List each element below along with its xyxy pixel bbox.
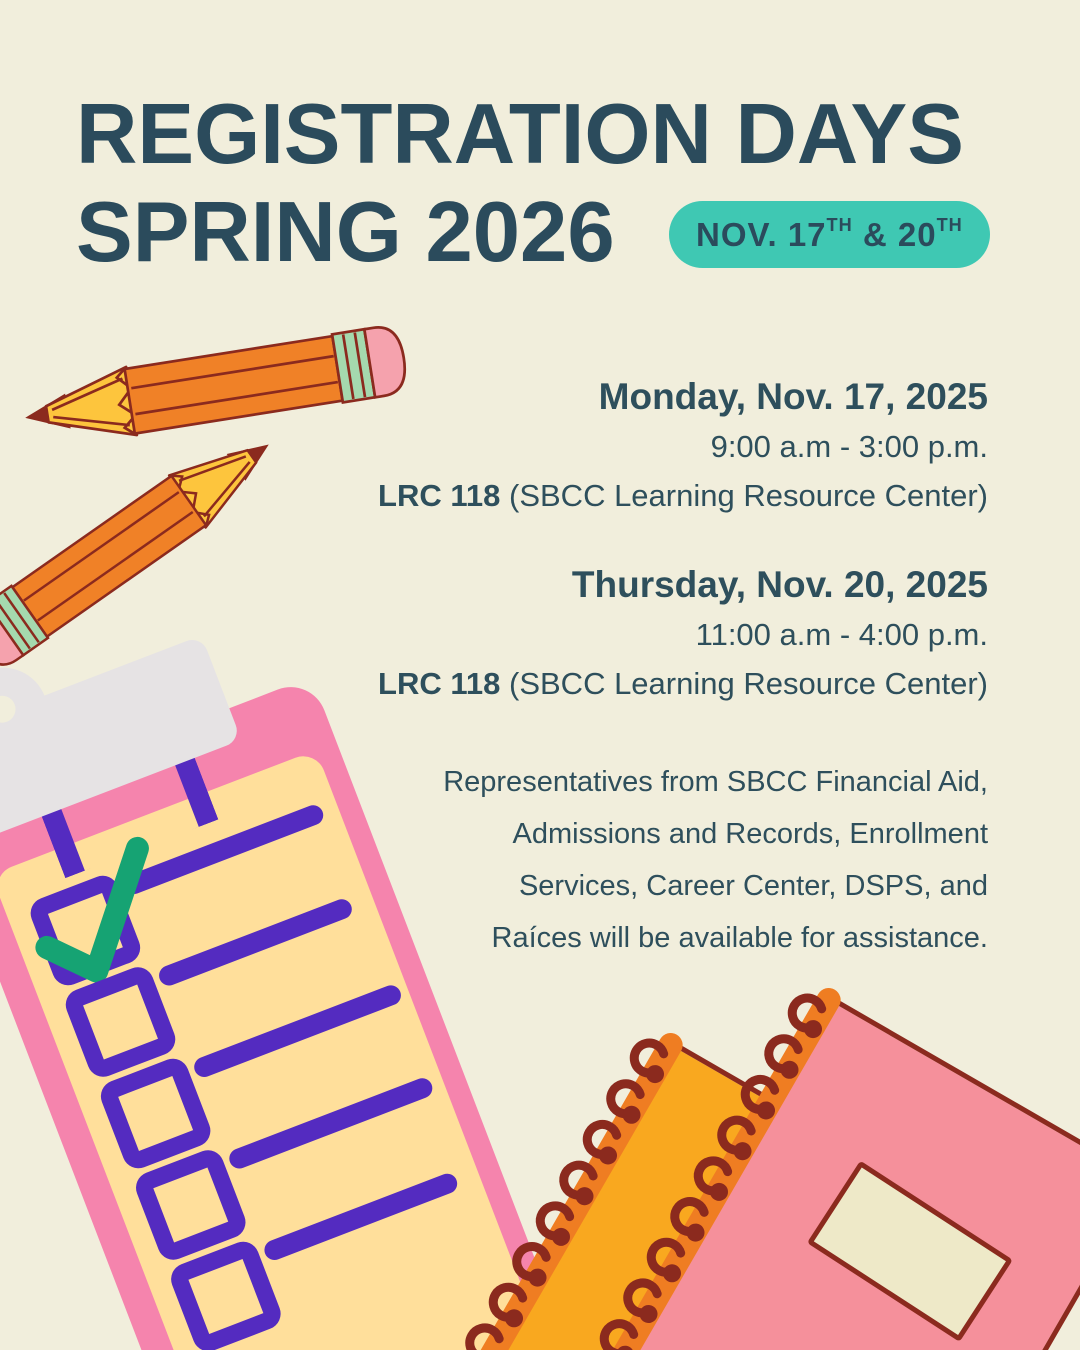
assistance-note [378,756,988,964]
event-venue: (SBCC Learning Resource Center) [509,666,988,701]
title-line-1: REGISTRATION DAYS [76,87,964,182]
badge-superscript: TH [826,214,853,235]
title-line-2: SPRING 2026 [76,185,615,280]
badge-text: NOV. 17 [696,215,827,253]
event-room: LRC 118 [378,666,501,701]
note-line: Representatives from SBCC Financial Aid, [443,766,988,798]
event-location [378,659,988,708]
note-line: Admissions and Records, Enrollment [512,818,988,850]
event-room: LRC 118 [378,478,501,513]
event-block-thursday [378,560,988,708]
event-venue: (SBCC Learning Resource Center) [509,478,988,513]
event-time: 9:00 a.m - 3:00 p.m. [710,429,988,464]
notebook-label [807,1161,1013,1342]
note-line: Raíces will be available for assistance. [491,922,988,954]
event-day: Monday, Nov. 17, 2025 [598,376,988,417]
event-block-monday [378,372,988,520]
notebook-edge [822,992,1080,1182]
note-line: Services, Career Center, DSPS, and [518,870,988,902]
pencil-icon [14,320,411,456]
badge-text: & 20 [852,215,937,253]
event-location [378,471,988,520]
badge-superscript: TH [936,214,963,235]
event-details [378,372,988,964]
event-time: 11:00 a.m - 4:00 p.m. [695,617,988,652]
event-day: Thursday, Nov. 20, 2025 [571,564,988,605]
date-badge [669,201,990,268]
